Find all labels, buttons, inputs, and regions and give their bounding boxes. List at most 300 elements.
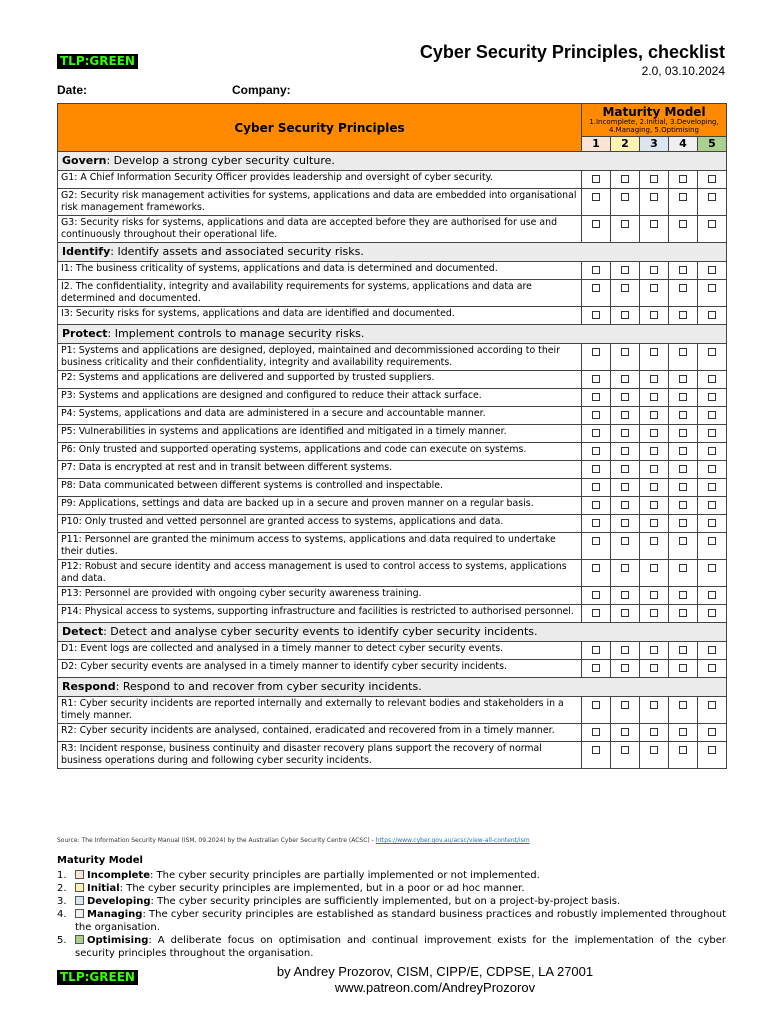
legend-number: 4. <box>57 909 67 920</box>
maturity-level-4-checkbox[interactable] <box>669 389 698 407</box>
principle-row <box>58 742 727 769</box>
principle-text: P11: Personnel are granted the minimum access to systems, applications and data required to undertake their duties. <box>58 533 582 560</box>
maturity-level-3-checkbox[interactable] <box>640 280 669 307</box>
checkbox-icon <box>592 609 600 617</box>
checkbox-icon <box>621 375 629 383</box>
level-5-header: 5 <box>698 137 727 152</box>
legend-text: : The cyber security principles are partially implemented or not implemented. <box>150 870 540 881</box>
checkbox-icon <box>621 465 629 473</box>
maturity-level-3-checkbox[interactable] <box>640 497 669 515</box>
maturity-level-4-checkbox[interactable] <box>669 307 698 325</box>
maturity-level-1-checkbox[interactable] <box>582 262 611 280</box>
maturity-level-2-checkbox[interactable] <box>611 560 640 587</box>
checkbox-icon <box>650 266 658 274</box>
maturity-level-5-checkbox[interactable] <box>698 280 727 307</box>
checkbox-icon <box>621 266 629 274</box>
checkbox-icon <box>708 746 716 754</box>
source-text: Source: The Information Security Manual (ISM, 09.2024) by the Australian Cyber Security Centre (ACSC) - <box>57 837 376 844</box>
checkbox-icon <box>621 483 629 491</box>
tlp-label-top: TLP:GREEN <box>57 54 138 69</box>
maturity-level-5-checkbox[interactable] <box>698 171 727 189</box>
maturity-level-2-checkbox[interactable] <box>611 660 640 678</box>
maturity-level-5-checkbox[interactable] <box>698 344 727 371</box>
maturity-level-4-checkbox[interactable] <box>669 642 698 660</box>
maturity-level-5-checkbox[interactable] <box>698 605 727 623</box>
maturity-level-4-checkbox[interactable] <box>669 479 698 497</box>
principle-row <box>58 171 727 189</box>
checklist-body <box>58 152 727 769</box>
legend-term: Managing <box>87 909 143 920</box>
source-link[interactable]: https://www.cyber.gov.au/acsc/view-all-content/ism <box>375 837 530 844</box>
legend-number: 2. <box>57 883 67 894</box>
document-version: 2.0, 03.10.2024 <box>641 64 725 78</box>
maturity-level-4-checkbox[interactable] <box>669 497 698 515</box>
checkbox-icon <box>708 375 716 383</box>
maturity-level-3-checkbox[interactable] <box>640 307 669 325</box>
maturity-level-5-checkbox[interactable] <box>698 461 727 479</box>
maturity-level-1-checkbox[interactable] <box>582 425 611 443</box>
maturity-level-4-checkbox[interactable] <box>669 189 698 216</box>
checkbox-icon <box>650 429 658 437</box>
checkbox-icon <box>592 465 600 473</box>
principle-row <box>58 216 727 243</box>
maturity-level-3-checkbox[interactable] <box>640 742 669 769</box>
maturity-level-3-checkbox[interactable] <box>640 642 669 660</box>
maturity-level-2-checkbox[interactable] <box>611 389 640 407</box>
maturity-scale: 1.Incomplete, 2.Initial, 3.Developing, 4.Managing, 5.Optimising <box>589 118 719 134</box>
maturity-level-3-checkbox[interactable] <box>640 660 669 678</box>
maturity-level-1-checkbox[interactable] <box>582 461 611 479</box>
checkbox-icon <box>650 284 658 292</box>
checkbox-icon <box>650 591 658 599</box>
checkbox-icon <box>621 284 629 292</box>
maturity-level-4-checkbox[interactable] <box>669 697 698 724</box>
maturity-level-3-checkbox[interactable] <box>640 389 669 407</box>
maturity-level-3-checkbox[interactable] <box>640 560 669 587</box>
principle-text: I2. The confidentiality, integrity and availability requirements for systems, applications and data are determined and documented. <box>58 280 582 307</box>
checkbox-icon <box>650 465 658 473</box>
legend-number: 5. <box>57 935 67 946</box>
checkbox-icon <box>621 609 629 617</box>
maturity-level-3-checkbox[interactable] <box>640 344 669 371</box>
checkbox-icon <box>708 311 716 319</box>
maturity-level-1-checkbox[interactable] <box>582 389 611 407</box>
section-row-protect <box>58 325 727 344</box>
principle-text: R2: Cyber security incidents are analysed, contained, eradicated and recovered from in a timely manner. <box>58 724 582 742</box>
maturity-level-2-checkbox[interactable] <box>611 533 640 560</box>
maturity-level-5-checkbox[interactable] <box>698 189 727 216</box>
maturity-level-3-checkbox[interactable] <box>640 425 669 443</box>
checkbox-icon <box>679 701 687 709</box>
checkbox-icon <box>679 193 687 201</box>
level-color-swatch-icon <box>75 883 84 892</box>
maturity-level-4-checkbox[interactable] <box>669 742 698 769</box>
principle-row <box>58 189 727 216</box>
maturity-level-3-checkbox[interactable] <box>640 407 669 425</box>
checkbox-icon <box>679 591 687 599</box>
maturity-level-1-checkbox[interactable] <box>582 189 611 216</box>
maturity-level-2-checkbox[interactable] <box>611 171 640 189</box>
maturity-level-1-checkbox[interactable] <box>582 724 611 742</box>
maturity-level-2-checkbox[interactable] <box>611 461 640 479</box>
maturity-level-1-checkbox[interactable] <box>582 742 611 769</box>
maturity-level-1-checkbox[interactable] <box>582 344 611 371</box>
checkbox-icon <box>621 501 629 509</box>
checkbox-icon <box>708 411 716 419</box>
checkbox-icon <box>592 411 600 419</box>
maturity-level-3-checkbox[interactable] <box>640 724 669 742</box>
maturity-level-1-checkbox[interactable] <box>582 587 611 605</box>
checkbox-icon <box>650 564 658 572</box>
principle-text: P1: Systems and applications are designed, deployed, maintained and decommissioned according to their business criticality and their confidentiality, integrity and availability requirements. <box>58 344 582 371</box>
checkbox-icon <box>621 311 629 319</box>
maturity-level-1-checkbox[interactable] <box>582 697 611 724</box>
checkbox-icon <box>621 646 629 654</box>
section-description: : Develop a strong cyber security culture. <box>106 154 335 167</box>
checkbox-icon <box>679 393 687 401</box>
maturity-level-2-checkbox[interactable] <box>611 425 640 443</box>
maturity-level-2-checkbox[interactable] <box>611 443 640 461</box>
maturity-level-1-checkbox[interactable] <box>582 307 611 325</box>
checkbox-icon <box>592 591 600 599</box>
maturity-level-4-checkbox[interactable] <box>669 461 698 479</box>
checkbox-icon <box>708 266 716 274</box>
checkbox-icon <box>679 447 687 455</box>
maturity-level-3-checkbox[interactable] <box>640 371 669 389</box>
checkbox-icon <box>708 537 716 545</box>
maturity-level-3-checkbox[interactable] <box>640 515 669 533</box>
maturity-level-5-checkbox[interactable] <box>698 742 727 769</box>
maturity-level-5-checkbox[interactable] <box>698 497 727 515</box>
legend-text: : A deliberate focus on optimisation and continual improvement exists for the implementation of the cyber security principles throughout the organisation. <box>75 935 726 959</box>
section-description: : Identify assets and associated security risks. <box>110 245 364 258</box>
principle-row <box>58 533 727 560</box>
principle-row <box>58 461 727 479</box>
checkbox-icon <box>679 609 687 617</box>
maturity-level-4-checkbox[interactable] <box>669 587 698 605</box>
date-label: Date: <box>57 83 88 97</box>
maturity-level-3-checkbox[interactable] <box>640 216 669 243</box>
maturity-level-1-checkbox[interactable] <box>582 407 611 425</box>
checkbox-icon <box>708 175 716 183</box>
checkbox-icon <box>621 591 629 599</box>
checkbox-icon <box>679 746 687 754</box>
maturity-level-4-checkbox[interactable] <box>669 515 698 533</box>
principle-row <box>58 724 727 742</box>
checkbox-icon <box>592 220 600 228</box>
checkbox-icon <box>708 501 716 509</box>
maturity-level-2-checkbox[interactable] <box>611 587 640 605</box>
principle-text: I1: The business criticality of systems, applications and data is determined and documented. <box>58 262 582 280</box>
maturity-level-1-checkbox[interactable] <box>582 533 611 560</box>
checkbox-icon <box>708 483 716 491</box>
checkbox-icon <box>708 393 716 401</box>
legend-text: : The cyber security principles are sufficiently implemented, but on a project-by-project basis. <box>150 896 621 907</box>
maturity-level-1-checkbox[interactable] <box>582 171 611 189</box>
maturity-level-2-checkbox[interactable] <box>611 515 640 533</box>
checkbox-icon <box>621 746 629 754</box>
maturity-level-4-checkbox[interactable] <box>669 560 698 587</box>
maturity-level-5-checkbox[interactable] <box>698 371 727 389</box>
maturity-level-4-checkbox[interactable] <box>669 533 698 560</box>
checkbox-icon <box>650 664 658 672</box>
checkbox-icon <box>592 311 600 319</box>
maturity-level-2-checkbox[interactable] <box>611 697 640 724</box>
checkbox-icon <box>679 728 687 736</box>
maturity-level-4-checkbox[interactable] <box>669 344 698 371</box>
maturity-level-1-checkbox[interactable] <box>582 371 611 389</box>
checklist-table <box>57 103 727 769</box>
checkbox-icon <box>621 220 629 228</box>
footer-url[interactable]: www.patreon.com/AndreyProzorov <box>334 980 536 995</box>
maturity-level-1-checkbox[interactable] <box>582 642 611 660</box>
maturity-level-2-checkbox[interactable] <box>611 216 640 243</box>
maturity-level-5-checkbox[interactable] <box>698 697 727 724</box>
maturity-level-5-checkbox[interactable] <box>698 216 727 243</box>
maturity-level-5-checkbox[interactable] <box>698 724 727 742</box>
maturity-level-2-checkbox[interactable] <box>611 262 640 280</box>
legend-term: Optimising <box>87 935 149 946</box>
level-2-header: 2 <box>611 137 640 152</box>
maturity-level-4-checkbox[interactable] <box>669 407 698 425</box>
maturity-level-1-checkbox[interactable] <box>582 515 611 533</box>
maturity-level-5-checkbox[interactable] <box>698 642 727 660</box>
principle-text: P6: Only trusted and supported operating systems, applications and code can execute on systems. <box>58 443 582 461</box>
maturity-level-4-checkbox[interactable] <box>669 660 698 678</box>
checkbox-icon <box>708 447 716 455</box>
principle-text: G3: Security risks for systems, applications and data are accepted before they are authorised for use and continuously throughout their operational life. <box>58 216 582 243</box>
maturity-level-5-checkbox[interactable] <box>698 533 727 560</box>
principle-row <box>58 642 727 660</box>
maturity-level-5-checkbox[interactable] <box>698 560 727 587</box>
level-1-header: 1 <box>582 137 611 152</box>
principle-row <box>58 697 727 724</box>
checkbox-icon <box>650 193 658 201</box>
maturity-level-5-checkbox[interactable] <box>698 262 727 280</box>
checkbox-icon <box>621 537 629 545</box>
checkbox-icon <box>592 375 600 383</box>
checkbox-icon <box>650 393 658 401</box>
maturity-header <box>582 104 727 137</box>
maturity-level-1-checkbox[interactable] <box>582 605 611 623</box>
principle-row <box>58 587 727 605</box>
maturity-level-5-checkbox[interactable] <box>698 479 727 497</box>
company-label: Company: <box>232 83 291 97</box>
maturity-level-2-checkbox[interactable] <box>611 407 640 425</box>
maturity-level-3-checkbox[interactable] <box>640 189 669 216</box>
principle-text: P4: Systems, applications and data are administered in a secure and accountable manner. <box>58 407 582 425</box>
principle-text: G1: A Chief Information Security Officer provides leadership and oversight of cyber security. <box>58 171 582 189</box>
maturity-level-5-checkbox[interactable] <box>698 443 727 461</box>
checkbox-icon <box>679 411 687 419</box>
maturity-level-5-checkbox[interactable] <box>698 515 727 533</box>
maturity-level-1-checkbox[interactable] <box>582 560 611 587</box>
maturity-level-2-checkbox[interactable] <box>611 280 640 307</box>
checkbox-icon <box>592 175 600 183</box>
checkbox-icon <box>592 728 600 736</box>
principle-row <box>58 660 727 678</box>
principle-row <box>58 443 727 461</box>
maturity-level-5-checkbox[interactable] <box>698 660 727 678</box>
checkbox-icon <box>592 447 600 455</box>
maturity-level-2-checkbox[interactable] <box>611 642 640 660</box>
maturity-level-3-checkbox[interactable] <box>640 171 669 189</box>
legend-title: Maturity Model <box>57 855 143 866</box>
principles-header: Cyber Security Principles <box>58 104 582 152</box>
maturity-level-4-checkbox[interactable] <box>669 171 698 189</box>
section-row-govern <box>58 152 727 171</box>
maturity-level-4-checkbox[interactable] <box>669 425 698 443</box>
checkbox-icon <box>708 728 716 736</box>
checkbox-icon <box>650 728 658 736</box>
principle-text: G2: Security risk management activities for systems, applications and data are embedded into organisational risk management frameworks. <box>58 189 582 216</box>
checkbox-icon <box>650 175 658 183</box>
legend-number: 3. <box>57 896 67 907</box>
checkbox-icon <box>708 519 716 527</box>
checkbox-icon <box>592 564 600 572</box>
checkbox-icon <box>708 284 716 292</box>
checkbox-icon <box>621 348 629 356</box>
maturity-level-4-checkbox[interactable] <box>669 216 698 243</box>
maturity-legend <box>57 869 726 960</box>
maturity-level-2-checkbox[interactable] <box>611 344 640 371</box>
principle-row <box>58 262 727 280</box>
checkbox-icon <box>650 447 658 455</box>
maturity-level-4-checkbox[interactable] <box>669 724 698 742</box>
principle-text: D2: Cyber security events are analysed in a timely manner to identify cyber security incidents. <box>58 660 582 678</box>
checkbox-icon <box>708 220 716 228</box>
checkbox-icon <box>708 609 716 617</box>
maturity-level-2-checkbox[interactable] <box>611 742 640 769</box>
maturity-level-5-checkbox[interactable] <box>698 389 727 407</box>
principle-row <box>58 497 727 515</box>
checkbox-icon <box>679 483 687 491</box>
legend-item <box>57 882 726 895</box>
section-description: : Respond to and recover from cyber security incidents. <box>115 680 422 693</box>
section-name: Protect <box>62 327 108 340</box>
checkbox-icon <box>679 564 687 572</box>
checkbox-icon <box>650 375 658 383</box>
checkbox-icon <box>679 348 687 356</box>
maturity-level-1-checkbox[interactable] <box>582 443 611 461</box>
checkbox-icon <box>621 664 629 672</box>
checkbox-icon <box>708 429 716 437</box>
section-description: : Implement controls to manage security risks. <box>107 327 365 340</box>
checkbox-icon <box>592 664 600 672</box>
principle-row <box>58 605 727 623</box>
checkbox-icon <box>650 411 658 419</box>
checkbox-icon <box>679 311 687 319</box>
maturity-level-5-checkbox[interactable] <box>698 307 727 325</box>
maturity-level-5-checkbox[interactable] <box>698 425 727 443</box>
level-3-header: 3 <box>640 137 669 152</box>
maturity-level-4-checkbox[interactable] <box>669 443 698 461</box>
maturity-level-3-checkbox[interactable] <box>640 262 669 280</box>
maturity-level-3-checkbox[interactable] <box>640 461 669 479</box>
principle-text: P10: Only trusted and vetted personnel are granted access to systems, applications and data. <box>58 515 582 533</box>
legend-item <box>57 908 726 934</box>
section-heading <box>58 325 727 344</box>
checkbox-icon <box>650 746 658 754</box>
principle-row <box>58 407 727 425</box>
legend-number: 1. <box>57 870 67 881</box>
checkbox-icon <box>592 537 600 545</box>
maturity-level-3-checkbox[interactable] <box>640 533 669 560</box>
checkbox-icon <box>592 429 600 437</box>
level-color-swatch-icon <box>75 909 84 918</box>
maturity-level-4-checkbox[interactable] <box>669 262 698 280</box>
maturity-level-2-checkbox[interactable] <box>611 371 640 389</box>
legend-item <box>57 934 726 960</box>
maturity-level-5-checkbox[interactable] <box>698 587 727 605</box>
checkbox-icon <box>708 193 716 201</box>
maturity-level-1-checkbox[interactable] <box>582 216 611 243</box>
legend-text: : The cyber security principles are established as standard business practices and robustly implemented throughout the organisation. <box>75 909 726 933</box>
checkbox-icon <box>679 501 687 509</box>
principle-text: R3: Incident response, business continuity and disaster recovery plans support the recovery of normal business operations during and following cyber security incidents. <box>58 742 582 769</box>
checkbox-icon <box>650 519 658 527</box>
principle-text: P3: Systems and applications are designed and configured to reduce their attack surface. <box>58 389 582 407</box>
document-title: Cyber Security Principles, checklist <box>419 42 725 62</box>
maturity-level-2-checkbox[interactable] <box>611 189 640 216</box>
principle-row <box>58 425 727 443</box>
principle-row <box>58 344 727 371</box>
maturity-title: Maturity Model <box>602 105 706 119</box>
maturity-level-4-checkbox[interactable] <box>669 280 698 307</box>
checkbox-icon <box>708 465 716 473</box>
checkbox-icon <box>592 266 600 274</box>
checkbox-icon <box>650 701 658 709</box>
checkbox-icon <box>679 266 687 274</box>
checkbox-icon <box>592 284 600 292</box>
legend-item <box>57 895 726 908</box>
maturity-level-2-checkbox[interactable] <box>611 307 640 325</box>
level-color-swatch-icon <box>75 896 84 905</box>
section-heading <box>58 623 727 642</box>
principle-row <box>58 479 727 497</box>
level-4-header: 4 <box>669 137 698 152</box>
maturity-level-1-checkbox[interactable] <box>582 479 611 497</box>
checkbox-icon <box>592 519 600 527</box>
maturity-level-2-checkbox[interactable] <box>611 479 640 497</box>
principle-row <box>58 389 727 407</box>
checkbox-icon <box>650 537 658 545</box>
maturity-level-3-checkbox[interactable] <box>640 479 669 497</box>
maturity-level-4-checkbox[interactable] <box>669 371 698 389</box>
maturity-level-5-checkbox[interactable] <box>698 407 727 425</box>
maturity-level-3-checkbox[interactable] <box>640 605 669 623</box>
section-row-identify <box>58 243 727 262</box>
checkbox-icon <box>650 501 658 509</box>
checkbox-icon <box>708 564 716 572</box>
checkbox-icon <box>650 311 658 319</box>
maturity-level-1-checkbox[interactable] <box>582 497 611 515</box>
maturity-level-3-checkbox[interactable] <box>640 587 669 605</box>
maturity-level-1-checkbox[interactable] <box>582 280 611 307</box>
maturity-level-4-checkbox[interactable] <box>669 605 698 623</box>
maturity-level-3-checkbox[interactable] <box>640 697 669 724</box>
checkbox-icon <box>650 646 658 654</box>
maturity-level-2-checkbox[interactable] <box>611 497 640 515</box>
maturity-level-2-checkbox[interactable] <box>611 605 640 623</box>
maturity-level-3-checkbox[interactable] <box>640 443 669 461</box>
level-color-swatch-icon <box>75 870 84 879</box>
checkbox-icon <box>679 375 687 383</box>
maturity-level-2-checkbox[interactable] <box>611 724 640 742</box>
checkbox-icon <box>621 411 629 419</box>
principle-row <box>58 307 727 325</box>
maturity-level-1-checkbox[interactable] <box>582 660 611 678</box>
